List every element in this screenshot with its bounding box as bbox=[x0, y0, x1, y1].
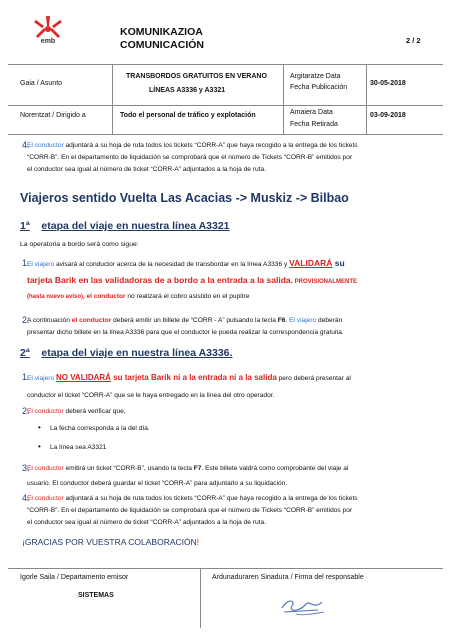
logo-mark-icon bbox=[30, 14, 66, 40]
signature-icon bbox=[278, 592, 328, 618]
header-divider bbox=[112, 64, 113, 134]
check-item: La línea sea A3321 bbox=[50, 444, 107, 451]
doc-title-eu: KOMUNIKAZIOA bbox=[120, 26, 203, 38]
list-item: El viajero avisará al conductor acerca de la necesidad de transbordar en la línea A3336 y VALIDARÁ su tarjeta Barik en las validadoras de a bordo a la entrada a la salida. PROVISIONALMENTE (hasta nuevo aviso), el conductor no realizará el cobro asistido en el pupitre bbox=[27, 258, 357, 300]
section-title: Viajeros sentido Vuelta Las Acacias -> Muskiz -> Bilbao bbox=[20, 191, 349, 205]
actor-text: El conductor bbox=[27, 142, 64, 149]
signature-image bbox=[278, 592, 328, 618]
list-number: 2. bbox=[22, 315, 30, 325]
list-number: 4. bbox=[22, 140, 30, 150]
doc-title-es: COMUNICACIÓN bbox=[120, 39, 204, 51]
thanks-text: ¡GRACIAS POR VUESTRA COLABORACIÓN! bbox=[22, 537, 200, 547]
header-divider bbox=[283, 64, 284, 134]
subject-line-1: TRANSBORDOS GRATUITOS EN VERANO bbox=[126, 73, 267, 80]
addressee-label: Norentzat / Dirigido a bbox=[20, 112, 86, 119]
body-text: el conductor sea igual al número de ticket “CORR-A” adjuntados a la hoja de ruta. bbox=[27, 165, 266, 173]
stage1-intro: La operatoria a bordo será como sigue: bbox=[20, 241, 139, 248]
addressee: Todo el personal de tráfico y explotación bbox=[120, 112, 256, 119]
footer-divider bbox=[200, 568, 201, 628]
list-item: El viajero NO VALIDARÁ su tarjeta Barik ni a la entrada ni a la salida pero deberá presentar al conductor el ticket “CORR-A” que se le haya entregado en la línea del otro operador. bbox=[27, 373, 351, 399]
list-number: 1. bbox=[22, 372, 30, 382]
footer-divider bbox=[8, 568, 443, 569]
list-number: 1. bbox=[22, 258, 30, 268]
stage2-heading: 2ª etapa del viaje en nuestra línea A3336. bbox=[20, 347, 233, 359]
retirement-label-es: Fecha Retirada bbox=[290, 121, 338, 128]
publication-label-eu: Argitaratze Data bbox=[290, 73, 341, 80]
header-divider bbox=[8, 134, 443, 135]
list-item: El conductor adjuntará a su hoja de ruta todos los tickets “CORR-A” que haya recogido a la entrega de los tickets “CORR-B”. En el departamento de liquidación se comprobará que el número de Tickets “CORR-B” emitidos por el conductor sea igual al número de ticket “CORR-A” adjuntados a la hoja de ruta. bbox=[27, 495, 358, 526]
retirement-date: 03-09-2018 bbox=[370, 112, 406, 119]
issuer-department: SISTEMAS bbox=[78, 592, 114, 599]
page-number: 2 / 2 bbox=[406, 36, 421, 45]
header-divider bbox=[366, 64, 367, 134]
list-number: 2. bbox=[22, 406, 30, 416]
list-number: 4. bbox=[22, 493, 30, 503]
bullet-icon: • bbox=[38, 423, 41, 432]
list-item: El conductor emitirá un ticket “CORR-B”, usando la tecla F7. Este billete valdrá como comprobante del viaje al usuario. El conductor deberá guardar el ticket “CORR-A” para adjuntarlo a su liquidación. bbox=[27, 465, 349, 487]
body-text: “CORR-B”. En el departamento de liquidación se comprobará que el número de Tickets “CORR-B” emitidos por bbox=[27, 153, 353, 161]
check-item: La fecha corresponda a la del día. bbox=[50, 425, 150, 432]
bullet-icon: • bbox=[38, 442, 41, 451]
list-item: A continuación el conductor deberá emitir un billete de “CORR - A” pulsando la tecla F6. El viajero deberán presentar dicho billete en la línea A3336 para que el conductor le pueda realizar la correspondencia gratuita. bbox=[27, 317, 344, 336]
list-number: 3. bbox=[22, 463, 30, 473]
publication-date: 30-05-2018 bbox=[370, 80, 406, 87]
publication-label-es: Fecha Publicación bbox=[290, 84, 348, 91]
header-divider bbox=[8, 64, 443, 65]
issuer-label: Igorle Saila / Departamento emisor bbox=[20, 574, 129, 581]
header-divider bbox=[8, 105, 443, 106]
emb-logo bbox=[30, 14, 66, 48]
stage1-heading: 1ª etapa del viaje en nuestra línea A3321 bbox=[20, 220, 230, 232]
subject-line-2: LÍNEAS A3336 y A3321 bbox=[149, 87, 226, 94]
subject-label: Gaia / Asunto bbox=[20, 80, 63, 87]
list-item bbox=[27, 140, 432, 175]
list-item: El conductor deberá verificar que, bbox=[27, 408, 126, 415]
body-text: adjuntará a su hoja de ruta todos los tickets “CORR-A” que haya recogido a la entrega de los tickets bbox=[63, 142, 358, 149]
signature-label: Ardunaduraren Sinadura / Firma del responsable bbox=[212, 574, 364, 581]
logo-text: emb bbox=[40, 38, 56, 45]
retirement-label-eu: Amaiera Data bbox=[290, 109, 333, 116]
